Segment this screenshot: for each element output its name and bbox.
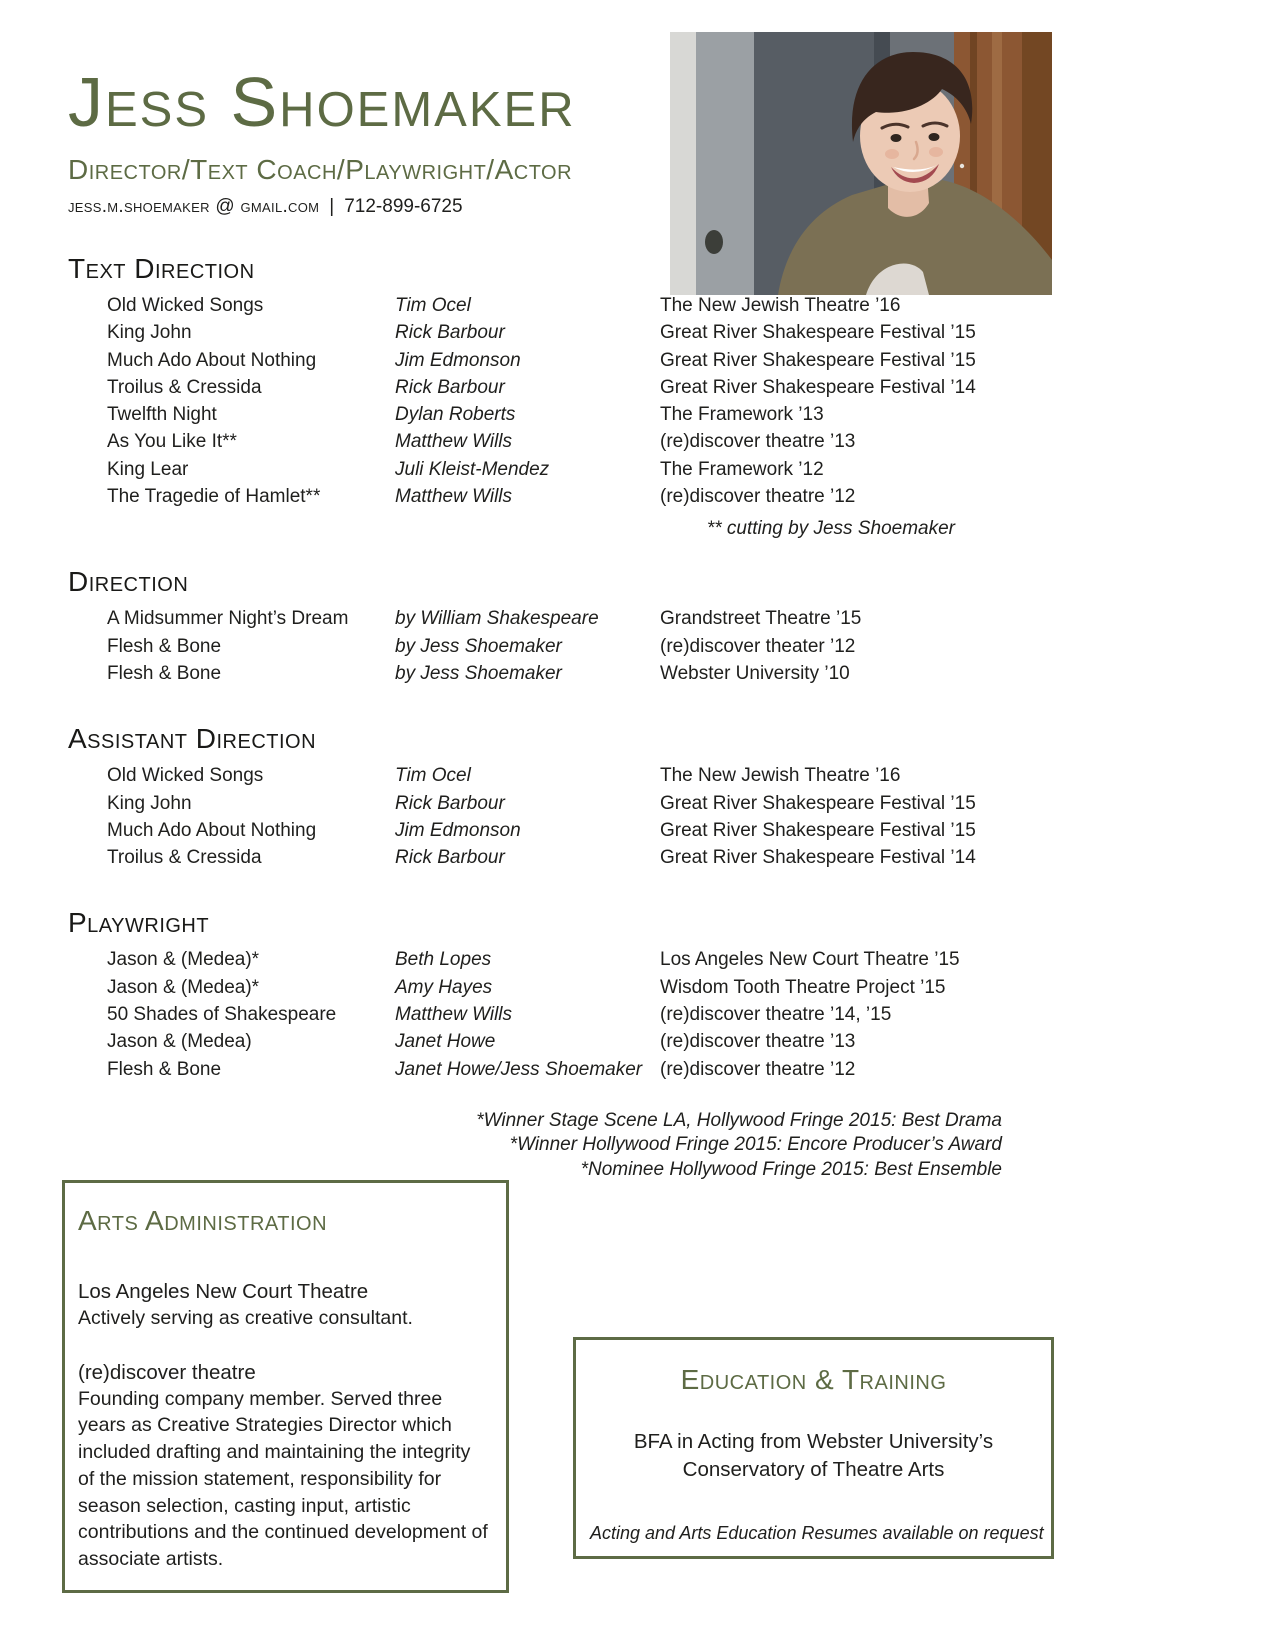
organization-description: Actively serving as creative consultant. <box>78 1307 413 1329</box>
credit-row <box>107 946 1207 973</box>
director-name: Jim Edmonson <box>395 819 521 841</box>
production-title: As You Like It** <box>107 431 237 453</box>
venue-year: Great River Shakespeare Festival ’14 <box>660 376 976 398</box>
director-name: Rick Barbour <box>395 847 505 869</box>
production-title: Flesh & Bone <box>107 635 222 657</box>
credit-row <box>107 762 1207 789</box>
production-title: Flesh & Bone <box>107 662 222 684</box>
venue-year: (re)discover theater ’12 <box>660 635 856 657</box>
play-title: Jason & (Medea)* <box>107 949 260 971</box>
section-text-direction <box>68 253 1207 542</box>
director-name: Beth Lopes <box>395 949 492 971</box>
director-name: Janet Howe/Jess Shoemaker <box>395 1058 643 1080</box>
credit-row <box>107 660 1207 687</box>
venue-year: Great River Shakespeare Festival ’15 <box>660 792 976 814</box>
production-title: Much Ado About Nothing <box>107 819 317 841</box>
contact-line <box>68 195 668 219</box>
play-title: Jason & (Medea) <box>107 1031 252 1053</box>
credits-table <box>107 762 1207 871</box>
venue-year: (re)discover theatre ’14, ’15 <box>660 1004 892 1026</box>
venue-year: The Framework ’13 <box>660 404 824 426</box>
production-title: King John <box>107 322 192 344</box>
credits-table <box>107 605 1207 687</box>
credit-row <box>107 844 1207 871</box>
section-playwright <box>68 907 1207 1082</box>
arts-entry <box>78 1278 490 1332</box>
organization-name: Los Angeles New Court Theatre <box>78 1280 369 1303</box>
credit-row <box>107 1001 1207 1028</box>
production-title: A Midsummer Night’s Dream <box>107 608 349 630</box>
director-name: Tim Ocel <box>395 295 471 316</box>
venue-year: Great River Shakespeare Festival ’15 <box>660 819 976 841</box>
venue-year: Great River Shakespeare Festival ’15 <box>660 349 976 371</box>
section-heading: Playwright <box>68 907 210 939</box>
production-title: King John <box>107 792 192 814</box>
arts-entry <box>78 1359 490 1573</box>
credit-row <box>107 633 1207 660</box>
director-name: Rick Barbour <box>395 792 505 814</box>
venue-year: Los Angeles New Court Theatre ’15 <box>660 949 960 971</box>
production-title: Troilus & Cressida <box>107 376 262 398</box>
author-name: by Jess Shoemaker <box>395 635 562 657</box>
credit-row <box>107 817 1207 844</box>
person-title: Director/Text Coach/Playwright/Actor <box>68 154 573 185</box>
venue-year: Webster University ’10 <box>660 662 850 684</box>
production-title: Old Wicked Songs <box>107 295 264 316</box>
director-name: Matthew Wills <box>395 431 513 453</box>
award-note: *Nominee Hollywood Fringe 2015: Best Ensemble <box>580 1158 1002 1180</box>
production-title: Much Ado About Nothing <box>107 349 317 371</box>
section-heading: Direction <box>68 566 189 598</box>
person-name: Jess Shoemaker <box>68 63 576 141</box>
venue-year: Wisdom Tooth Theatre Project ’15 <box>660 976 946 998</box>
credits-table <box>107 946 1207 1082</box>
play-title: 50 Shades of Shakespeare <box>107 1004 337 1026</box>
education-degree: BFA in Acting from Webster University’s Conservatory of Theatre Arts <box>633 1430 994 1481</box>
director-name: Jim Edmonson <box>395 349 521 371</box>
credit-row <box>107 483 1207 510</box>
director-name: Rick Barbour <box>395 376 505 398</box>
production-title: The Tragedie of Hamlet** <box>107 486 321 508</box>
production-title: King Lear <box>107 458 189 480</box>
director-name: Janet Howe <box>395 1031 496 1053</box>
venue-year: The New Jewish Theatre ’16 <box>660 295 901 316</box>
awards-notes <box>68 1109 1207 1182</box>
production-title: Twelfth Night <box>107 404 217 426</box>
credits <box>68 253 1207 1182</box>
author-name: by Jess Shoemaker <box>395 662 562 684</box>
education-heading: Education & Training <box>680 1364 947 1395</box>
section-direction <box>68 566 1207 687</box>
arts-administration-box <box>62 1180 509 1593</box>
credit-row <box>107 974 1207 1001</box>
award-note: *Winner Hollywood Fringe 2015: Encore Producer’s Award <box>509 1134 1002 1156</box>
credit-row <box>107 1056 1207 1083</box>
credit-row <box>107 605 1207 632</box>
venue-year: The Framework ’12 <box>660 458 824 480</box>
credits-table <box>107 292 1207 510</box>
organization-description: Founding company member. Served three years as Creative Strategies Director which included drafting and maintaining the integrity of the mission statement, responsibility for season selection, casting input, artistic contributions and the continued development of associate artists. <box>78 1387 488 1570</box>
director-name: Tim Ocel <box>395 765 471 787</box>
venue-year: (re)discover theatre ’12 <box>660 1058 856 1080</box>
play-title: Jason & (Medea)* <box>107 976 260 998</box>
venue-year: Great River Shakespeare Festival ’15 <box>660 322 976 344</box>
arts-entries <box>78 1278 490 1573</box>
director-name: Juli Kleist-Mendez <box>395 458 550 480</box>
phone-text: 712-899-6725 <box>344 196 463 217</box>
director-name: Rick Barbour <box>395 322 505 344</box>
education-note: Acting and Arts Education Resumes available on request <box>590 1523 1044 1543</box>
section-heading: Text Direction <box>68 253 255 284</box>
venue-year: (re)discover theatre ’13 <box>660 431 856 453</box>
header <box>68 0 668 219</box>
credit-row <box>107 347 1207 374</box>
venue-year: Great River Shakespeare Festival ’14 <box>660 847 976 869</box>
venue-year: The New Jewish Theatre ’16 <box>660 765 901 787</box>
production-title: Troilus & Cressida <box>107 847 262 869</box>
credit-row <box>107 1028 1207 1055</box>
email-text: jess.m.shoemaker @ gmail.com <box>68 196 320 217</box>
author-name: by William Shakespeare <box>395 608 599 630</box>
production-title: Old Wicked Songs <box>107 765 264 787</box>
credit-row <box>107 456 1207 483</box>
credit-row <box>107 401 1207 428</box>
director-name: Dylan Roberts <box>395 404 516 426</box>
section-heading: Assistant Direction <box>68 723 317 755</box>
director-name: Amy Hayes <box>395 976 493 998</box>
arts-administration-heading: Arts Administration <box>78 1205 328 1236</box>
education-box <box>573 1337 1054 1559</box>
credit-row <box>107 292 1207 319</box>
contact-separator: | <box>329 196 335 217</box>
play-title: Flesh & Bone <box>107 1058 222 1080</box>
venue-year: Grandstreet Theatre ’15 <box>660 608 862 630</box>
director-name: Matthew Wills <box>395 486 513 508</box>
cutting-footnote: ** cutting by Jess Shoemaker <box>706 518 955 540</box>
section-assistant-direction <box>68 723 1207 871</box>
organization-name: (re)discover theatre <box>78 1360 256 1384</box>
credit-row <box>107 428 1207 455</box>
credit-row <box>107 374 1207 401</box>
award-note: *Winner Stage Scene LA, Hollywood Fringe 2015: Best Drama <box>476 1109 1002 1131</box>
venue-year: (re)discover theatre ’13 <box>660 1031 856 1053</box>
director-name: Matthew Wills <box>395 1004 513 1026</box>
credit-row <box>107 790 1207 817</box>
credit-row <box>107 319 1207 346</box>
venue-year: (re)discover theatre ’12 <box>660 486 856 508</box>
